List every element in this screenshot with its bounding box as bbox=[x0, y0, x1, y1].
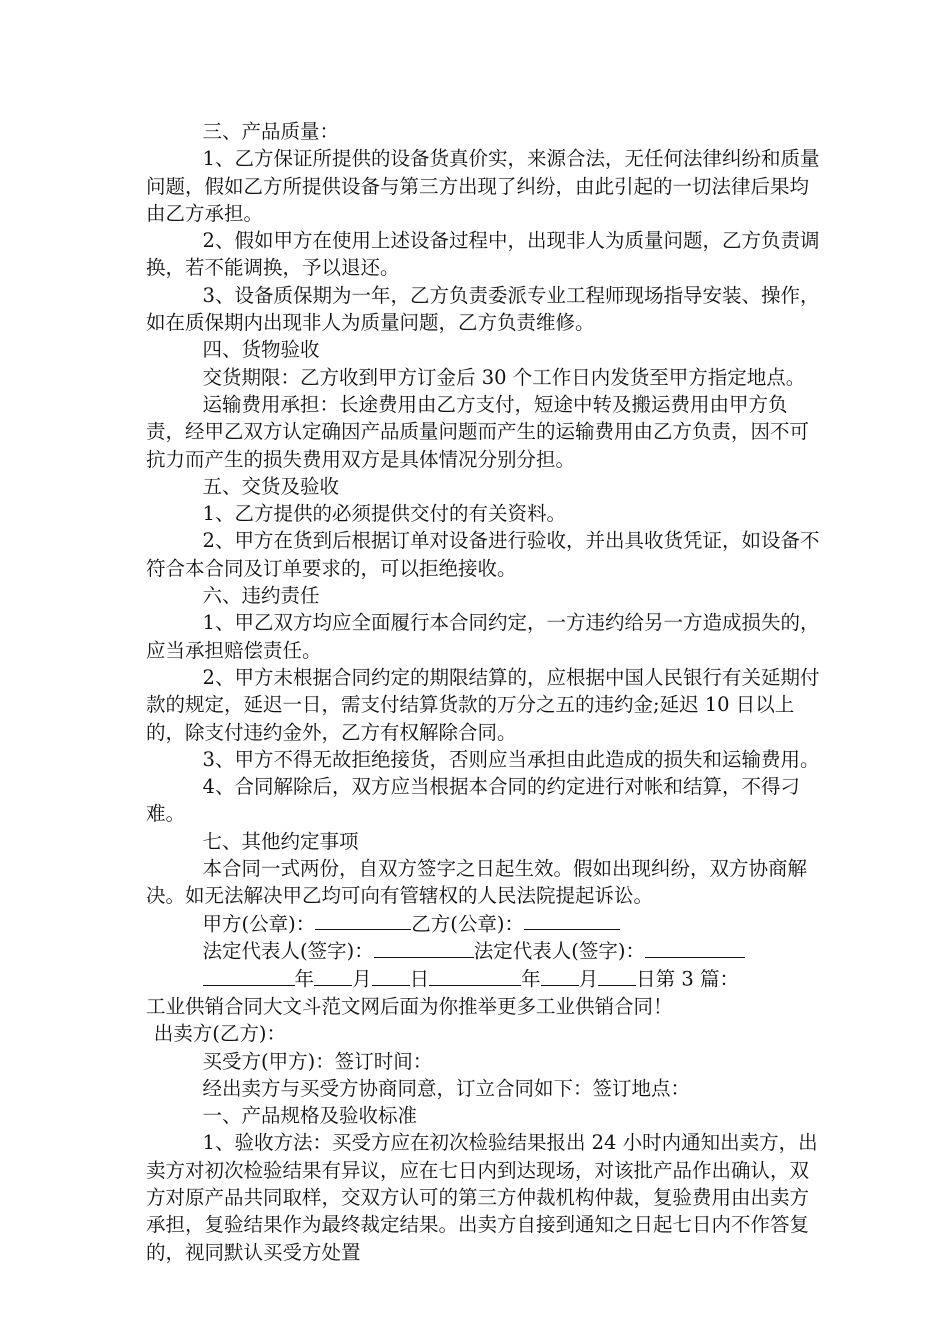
party-b-seal-label: 乙方(公章)： bbox=[411, 912, 524, 936]
paragraph: 3、甲方不得无故拒绝接货，否则应当承担由此造成的损失和运输费用。 bbox=[202, 747, 820, 771]
section-heading-quality: 三、产品质量： bbox=[202, 120, 340, 143]
paragraph: 3、设备质保期为一年，乙方负责委派专业工程师现场指导安装、操作，如在质保期内出现非人为质量问题，乙方负责维修。 bbox=[146, 283, 820, 335]
month-a-blank bbox=[314, 965, 352, 986]
legal-rep-b-blank bbox=[645, 937, 745, 958]
document-page bbox=[146, 118, 826, 1266]
agreement-intro: 经出卖方与买受方协商同意，订立合同如下：签订地点： bbox=[202, 1076, 691, 1100]
day-b-blank bbox=[598, 965, 636, 986]
party-b-seal-blank bbox=[524, 910, 620, 931]
section-heading-delivery: 五、交货及验收 bbox=[202, 474, 340, 498]
buyer-label: 买受方(甲方)：签订时间： bbox=[202, 1049, 433, 1073]
month-a-label: 月 bbox=[352, 967, 372, 991]
piece-label: 第 3 篇： bbox=[655, 967, 739, 991]
section-heading-liability: 六、违约责任 bbox=[202, 584, 320, 608]
legal-rep-a-label: 法定代表人(签字)： bbox=[202, 939, 374, 963]
paragraph: 2、甲方在货到后根据订单对设备进行验收，并出具收货凭证，如设备不符合本合同及订单要求的，可以拒绝接收。 bbox=[146, 529, 820, 580]
year-a-label: 年 bbox=[294, 967, 315, 991]
year-a-blank bbox=[203, 965, 295, 986]
paragraph: 2、假如甲方在使用上述设备过程中，出现非人为质量问题，乙方负责调换，若不能调换，予以退还。 bbox=[146, 229, 820, 280]
paragraph: 1、甲乙双方均应全面履行本合同约定，一方违约给另一方造成损失的，应当承担赔偿责任。 bbox=[146, 611, 820, 662]
paragraph: 1、乙方提供的必须提供交付的有关资料。 bbox=[202, 502, 566, 526]
month-b-label: 月 bbox=[578, 967, 599, 991]
paragraph: 2、甲方未根据合同约定的期限结算的，应根据中国人民银行有关延期付款的规定，延迟一日，需支付结算货款的万分之五的违约金;延迟 10 日以上的，除支付违约金外，乙方有权解除合同。 bbox=[146, 665, 820, 744]
section-heading-acceptance: 四、货物验收 bbox=[202, 338, 320, 362]
seal-line bbox=[146, 910, 826, 938]
party-a-seal-blank bbox=[315, 910, 411, 931]
paragraph: 4、合同解除后，双方应当根据本合同的约定进行对帐和结算，不得刁难。 bbox=[146, 775, 800, 826]
paragraph: 交货期限：乙方收到甲方订金后 30 个工作日内发货至甲方指定地点。 bbox=[202, 365, 806, 389]
year-b-blank bbox=[429, 965, 521, 986]
party-a-seal-label: 甲方(公章)： bbox=[202, 912, 316, 936]
legal-rep-a-blank bbox=[374, 937, 474, 958]
paragraph: 1、验收方法：买受方应在初次检验结果报出 24 小时内通知出卖方，出卖方对初次检验结果有异议，应在七日内到达现场，对该批产品作出确认，双方对原产品共同取样，交双方认可的第三方仲裁机构仲裁，复验费用由出卖方承担，复验结果作为最终裁定结果。出卖方自接到通知之日起七日内不作答复的，视同默认买受方处置 bbox=[146, 1131, 818, 1264]
section-heading-other: 七、其他约定事项 bbox=[202, 829, 359, 853]
seller-label: 出卖方(乙方)： bbox=[153, 1022, 287, 1046]
day-a-label: 日 bbox=[409, 967, 430, 991]
section-heading-spec: 一、产品规格及验收标准 bbox=[202, 1104, 418, 1128]
paragraph: 1、乙方保证所提供的设备货真价实，来源合法，无任何法律纠纷和质量问题，假如乙方所提供设备与第三方出现了纠纷，由此引起的一切法律后果均由乙方承担。 bbox=[146, 147, 820, 225]
next-contract-title: 工业供销合同大文斗范文网后面为你推举更多工业供销合同！ bbox=[146, 995, 673, 1018]
paragraph: 本合同一式两份，自双方签字之日起生效。假如出现纠纷，双方协商解决。如无法解决甲乙均可向有管辖权的人民法院提起诉讼。 bbox=[146, 857, 808, 908]
date-line bbox=[146, 965, 826, 993]
day-b-label: 日 bbox=[636, 967, 656, 991]
legal-rep-line bbox=[146, 937, 826, 965]
paragraph: 运输费用承担：长途费用由乙方支付，短途中转及搬运费用由甲方负责，经甲乙双方认定确因产品质量问题而产生的运输费用由乙方负责，因不可抗力而产生的损失费用双方是具体情况分别分担。 bbox=[146, 392, 810, 471]
month-b-blank bbox=[541, 965, 579, 986]
year-b-label: 年 bbox=[521, 967, 541, 991]
legal-rep-b-label: 法定代表人(签字)： bbox=[473, 939, 645, 963]
day-a-blank bbox=[372, 965, 410, 986]
